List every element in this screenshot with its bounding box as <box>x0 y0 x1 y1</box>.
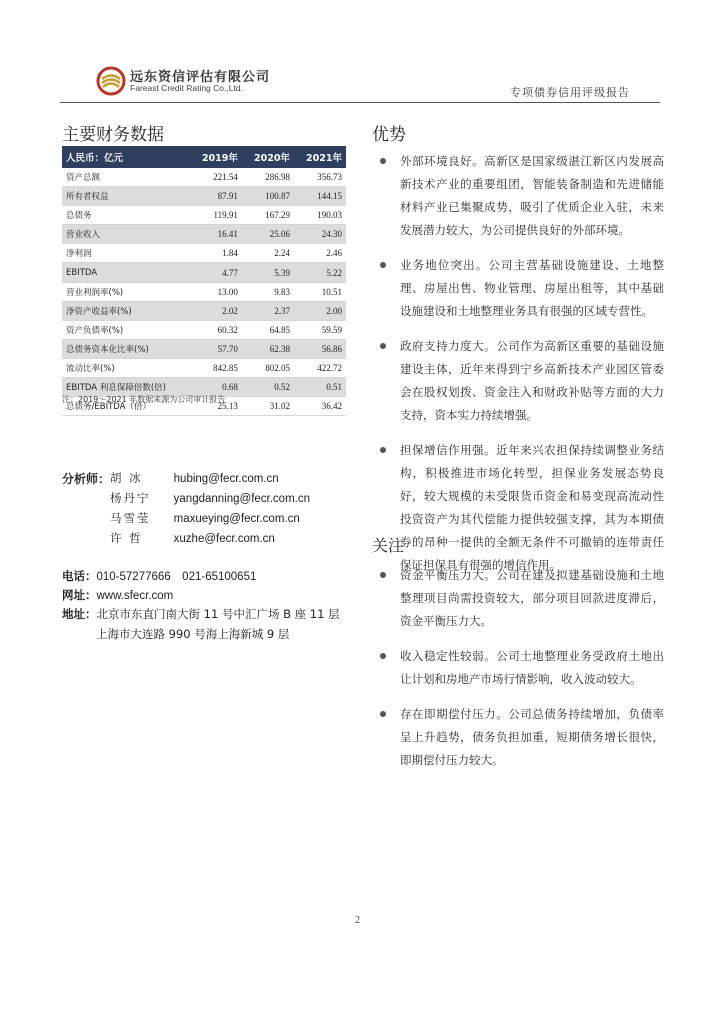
metric-value: 422.72 <box>294 358 346 377</box>
metric-label: EBITDA 利息保障倍数(倍) <box>62 378 190 397</box>
bullet-icon <box>380 158 386 164</box>
financial-table <box>62 146 346 416</box>
metric-label: 流动比率(%) <box>62 358 190 377</box>
table-unit-header: 人民币：亿元 <box>62 146 190 168</box>
table-row <box>62 301 346 320</box>
list-item <box>378 645 664 691</box>
metric-value: 2.02 <box>190 301 242 320</box>
metric-value: 24.30 <box>294 225 346 244</box>
metric-value: 36.42 <box>294 397 346 416</box>
metric-value: 2.24 <box>242 244 294 263</box>
list-item <box>378 150 664 242</box>
list-item <box>378 335 664 427</box>
metric-value: 144.15 <box>294 187 346 206</box>
company-logo-icon <box>96 66 126 96</box>
analyst-row <box>110 470 279 486</box>
metric-value: 59.59 <box>294 320 346 339</box>
analyst-email-link[interactable]: hubing@fecr.com.cn <box>173 473 279 485</box>
concerns-heading: 关注 <box>372 536 405 555</box>
website-link[interactable]: www.sfecr.com <box>96 590 174 602</box>
metric-label: 总债务资本化比率(%) <box>62 339 190 358</box>
concern-text: 收入稳定性较弱。公司土地整理业务受政府土地出让计划和房地产市场行情影响，收入波动较大。 <box>400 649 664 686</box>
bullet-icon <box>380 262 386 268</box>
analyst-name: 杨丹宁 <box>110 491 151 505</box>
analyst-row <box>110 510 300 526</box>
metric-value: 31.02 <box>242 397 294 416</box>
metric-value: 286.98 <box>242 168 294 187</box>
financial-heading: 主要财务数据 <box>62 125 164 145</box>
phone-line <box>62 568 256 584</box>
metric-label: EBITDA <box>62 263 190 282</box>
metric-value: 356.73 <box>294 168 346 187</box>
table-row <box>62 263 346 282</box>
phone-value: 010-57277666 021-65100651 <box>96 571 257 583</box>
metric-value: 221.54 <box>190 168 242 187</box>
table-header-row <box>62 146 346 168</box>
strengths-heading: 优势 <box>372 125 406 145</box>
table-row <box>62 339 346 358</box>
metric-value: 119.91 <box>190 206 242 225</box>
metric-value: 2.46 <box>294 244 346 263</box>
strength-text: 担保增信作用强。近年来兴农担保持续调整业务结构，积极推进市场化转型，担保业务发展态势良好，较大规模的未受限货币资金和易变现高流动性投资资产为其代偿能力提供较强支撑，其为本期债券的昂种一提供的全额无条件不可撤销的连带责任保证担保具有很强的增信作用。 <box>400 443 664 572</box>
metric-label: 营业收入 <box>62 225 190 244</box>
metric-value: 60.32 <box>190 320 242 339</box>
analyst-name: 马雪莹 <box>110 511 151 525</box>
metric-label: 资产负债率(%) <box>62 320 190 339</box>
table-row <box>62 206 346 225</box>
address-line <box>62 606 340 622</box>
metric-value: 87.91 <box>190 187 242 206</box>
metric-value: 0.68 <box>190 378 242 397</box>
metric-label: 资产总额 <box>62 168 190 187</box>
document-type: 专项债券信用评级报告 <box>510 86 630 99</box>
metric-value: 2.37 <box>242 301 294 320</box>
metric-value: 16.41 <box>190 225 242 244</box>
bullet-icon <box>380 343 386 349</box>
table-row <box>62 358 346 377</box>
table-year-header: 2019年 <box>190 146 242 168</box>
list-item <box>378 703 664 772</box>
metric-label: 总债务/EBITDA（倍） <box>62 397 190 416</box>
metric-value: 13.00 <box>190 282 242 301</box>
company-name-cn: 远东资信评估有限公司 <box>130 70 271 85</box>
table-row <box>62 225 346 244</box>
concern-text: 存在即期偿付压力。公司总债务持续增加，负债率呈上升趋势，债务负担加重，短期债务增长很快，即期偿付压力较大。 <box>400 707 664 767</box>
strengths-list <box>378 150 664 589</box>
table-row <box>62 187 346 206</box>
metric-label: 所有者权益 <box>62 187 190 206</box>
table-year-header: 2020年 <box>242 146 294 168</box>
phone-label: 电话： <box>62 569 97 583</box>
metric-value: 25.13 <box>190 397 242 416</box>
table-year-header: 2021年 <box>294 146 346 168</box>
page-number: 2 <box>355 915 360 926</box>
company-name-en: Fareast Credit Rating Co.,Ltd. <box>130 83 243 93</box>
analyst-name: 许 哲 <box>110 531 143 545</box>
bullet-icon <box>380 447 386 453</box>
metric-value: 4.77 <box>190 263 242 282</box>
table-row <box>62 282 346 301</box>
strength-text: 外部环境良好。高新区是国家级湛江新区内发展高新技术产业的重要组团，智能装备制造和先进储能材料产业已集聚成势，吸引了优质企业入驻，未来发展潜力较大，为公司提供良好的外部环境。 <box>400 154 664 237</box>
table-row <box>62 168 346 187</box>
website-line <box>62 587 173 603</box>
strength-text: 政府支持力度大。公司作为高新区重要的基础设施建设主体，近年来得到宁乡高新技术产业园区管委会在股权划拨、资金注入和财政补贴等方面的大力支持，资本实力持续增强。 <box>400 339 664 422</box>
bullet-icon <box>380 572 386 578</box>
bullet-icon <box>380 653 386 659</box>
table-row <box>62 244 346 263</box>
address-label: 地址： <box>62 607 97 621</box>
analyst-row <box>110 530 275 546</box>
analyst-email-link[interactable]: xuzhe@fecr.com.cn <box>173 533 275 545</box>
metric-value: 25.06 <box>242 225 294 244</box>
list-item <box>378 439 664 577</box>
metric-label: 净资产收益率(%) <box>62 301 190 320</box>
analyst-name: 胡 冰 <box>110 471 143 485</box>
table-note: 注：2019～2021 年数据来源为公司审计报告 <box>62 395 226 404</box>
metric-value: 5.22 <box>294 263 346 282</box>
analyst-email-link[interactable]: yangdanning@fecr.com.cn <box>173 493 310 505</box>
analyst-label: 分析师： <box>62 472 111 486</box>
metric-value: 0.51 <box>294 378 346 397</box>
metric-label: 净利润 <box>62 244 190 263</box>
concern-text: 资金平衡压力大。公司在建及拟建基础设施和土地整理项目尚需投资较大，部分项目回款进度滞后，资金平衡压力大。 <box>400 568 664 628</box>
metric-value: 5.39 <box>242 263 294 282</box>
analyst-email-link[interactable]: maxueying@fecr.com.cn <box>173 513 300 525</box>
bullet-icon <box>380 711 386 717</box>
list-item <box>378 254 664 323</box>
list-item <box>378 564 664 633</box>
metric-label: 总债务 <box>62 206 190 225</box>
address-beijing: 北京市东直门南大街 11 号中汇广场 B 座 11 层 <box>96 607 340 621</box>
metric-value: 56.86 <box>294 339 346 358</box>
metric-value: 100.87 <box>242 187 294 206</box>
metric-value: 2.00 <box>294 301 346 320</box>
metric-value: 1.84 <box>190 244 242 263</box>
metric-value: 62.38 <box>242 339 294 358</box>
address-shanghai: 上海市大连路 990 号海上海新城 9 层 <box>96 627 290 641</box>
metric-value: 842.85 <box>190 358 242 377</box>
analyst-row <box>110 490 310 506</box>
metric-value: 9.83 <box>242 282 294 301</box>
metric-value: 190.03 <box>294 206 346 225</box>
metric-value: 10.51 <box>294 282 346 301</box>
metric-value: 802.05 <box>242 358 294 377</box>
strength-text: 业务地位突出。公司主营基础设施建设、土地整理、房屋出售、物业管理、房屋出租等，其中基础设施建设和土地整理业务具有很强的区域专营性。 <box>400 258 664 318</box>
metric-value: 64.85 <box>242 320 294 339</box>
metric-value: 0.52 <box>242 378 294 397</box>
header-divider <box>60 102 660 103</box>
table-row <box>62 320 346 339</box>
metric-value: 167.29 <box>242 206 294 225</box>
metric-label: 营业利润率(%) <box>62 282 190 301</box>
concerns-list <box>378 564 664 784</box>
website-label: 网址： <box>62 588 97 602</box>
metric-value: 57.70 <box>190 339 242 358</box>
